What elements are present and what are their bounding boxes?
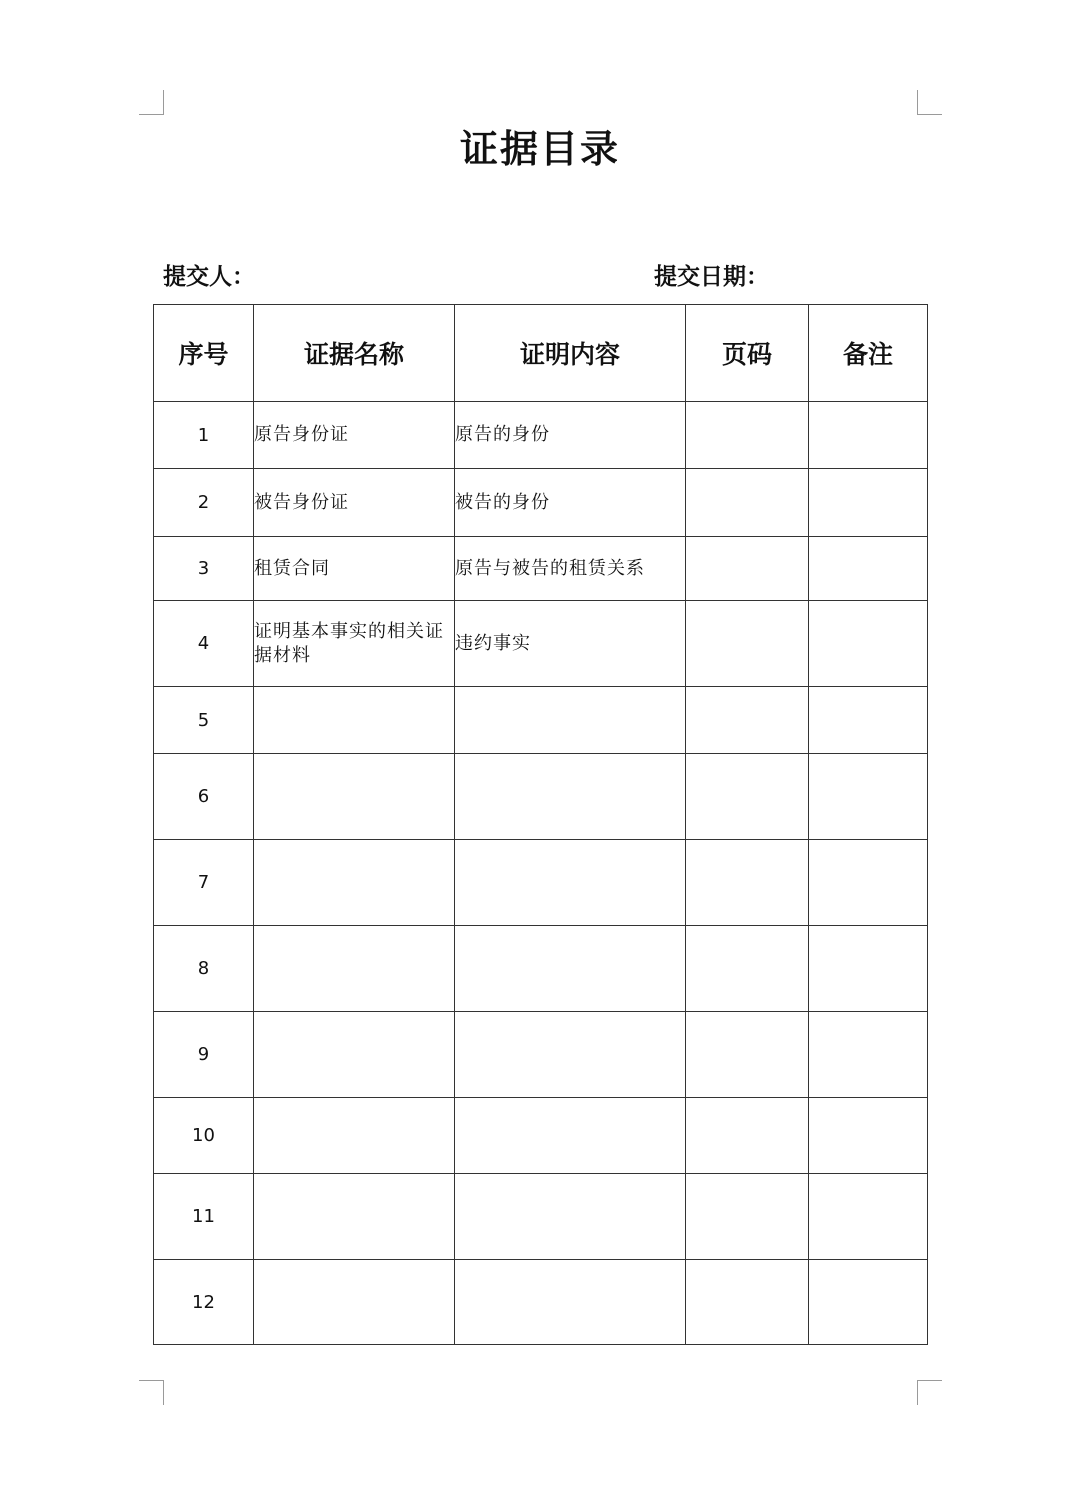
row-serial-number: 1: [154, 402, 254, 469]
row-evidence-name: 被告身份证: [254, 469, 455, 537]
row-remarks: [809, 1012, 928, 1098]
row-proof-content: 原告的身份: [455, 402, 686, 469]
row-remarks: [809, 469, 928, 537]
table-row: [154, 601, 928, 687]
row-serial-number: 11: [154, 1174, 254, 1260]
row-evidence-name: [254, 687, 455, 754]
row-proof-content: [455, 1260, 686, 1345]
row-serial-number: 12: [154, 1260, 254, 1345]
row-evidence-name: 原告身份证: [254, 402, 455, 469]
row-evidence-name: [254, 1174, 455, 1260]
row-serial-number: 8: [154, 926, 254, 1012]
row-serial-number: 7: [154, 840, 254, 926]
crop-mark-top-left: [139, 90, 164, 115]
row-page-number: [686, 926, 809, 1012]
header-proof-content: 证明内容: [455, 305, 686, 402]
row-page-number: [686, 1012, 809, 1098]
row-page-number: [686, 469, 809, 537]
submission-date-label: 提交日期：: [654, 264, 769, 290]
row-serial-number: 6: [154, 754, 254, 840]
row-remarks: [809, 840, 928, 926]
row-evidence-name: [254, 754, 455, 840]
crop-mark-top-right: [917, 90, 942, 115]
row-page-number: [686, 1098, 809, 1174]
row-page-number: [686, 687, 809, 754]
table-row: [154, 840, 928, 926]
header-remarks: 备注: [809, 305, 928, 402]
row-evidence-name: [254, 1012, 455, 1098]
crop-mark-bottom-right: [917, 1380, 942, 1405]
table-row: [154, 402, 928, 469]
row-proof-content: 被告的身份: [455, 469, 686, 537]
row-remarks: [809, 754, 928, 840]
row-evidence-name: 证明基本事实的相关证据材料: [254, 601, 455, 687]
row-proof-content: [455, 1098, 686, 1174]
row-serial-number: 5: [154, 687, 254, 754]
table-row: [154, 1012, 928, 1098]
table-row: [154, 537, 928, 601]
row-remarks: [809, 537, 928, 601]
row-remarks: [809, 402, 928, 469]
row-page-number: [686, 601, 809, 687]
table-row: [154, 754, 928, 840]
row-serial-number: 3: [154, 537, 254, 601]
row-evidence-name: [254, 1098, 455, 1174]
row-remarks: [809, 1174, 928, 1260]
row-proof-content: [455, 926, 686, 1012]
row-remarks: [809, 687, 928, 754]
row-page-number: [686, 1260, 809, 1345]
row-evidence-name: 租赁合同: [254, 537, 455, 601]
row-evidence-name: [254, 1260, 455, 1345]
row-proof-content: [455, 1174, 686, 1260]
table-row: [154, 926, 928, 1012]
row-page-number: [686, 537, 809, 601]
row-serial-number: 4: [154, 601, 254, 687]
row-page-number: [686, 1174, 809, 1260]
row-page-number: [686, 754, 809, 840]
submitter-label: 提交人：: [163, 264, 255, 290]
row-page-number: [686, 402, 809, 469]
table-row: [154, 1174, 928, 1260]
row-remarks: [809, 926, 928, 1012]
crop-mark-bottom-left: [139, 1380, 164, 1405]
evidence-table: [153, 304, 928, 1345]
row-serial-number: 2: [154, 469, 254, 537]
document-title: 证据目录: [459, 127, 620, 171]
header-serial-number: 序号: [154, 305, 254, 402]
table-row: [154, 1260, 928, 1345]
table-row: [154, 687, 928, 754]
row-remarks: [809, 601, 928, 687]
table-row: [154, 469, 928, 537]
table-header-row: [154, 305, 928, 402]
row-proof-content: 违约事实: [455, 601, 686, 687]
table-row: [154, 1098, 928, 1174]
row-remarks: [809, 1098, 928, 1174]
row-proof-content: [455, 687, 686, 754]
row-page-number: [686, 840, 809, 926]
row-evidence-name: [254, 926, 455, 1012]
row-proof-content: [455, 1012, 686, 1098]
row-remarks: [809, 1260, 928, 1345]
row-serial-number: 9: [154, 1012, 254, 1098]
header-page-number: 页码: [686, 305, 809, 402]
header-evidence-name: 证据名称: [254, 305, 455, 402]
row-proof-content: 原告与被告的租赁关系: [455, 537, 686, 601]
row-proof-content: [455, 840, 686, 926]
row-serial-number: 10: [154, 1098, 254, 1174]
row-proof-content: [455, 754, 686, 840]
row-evidence-name: [254, 840, 455, 926]
